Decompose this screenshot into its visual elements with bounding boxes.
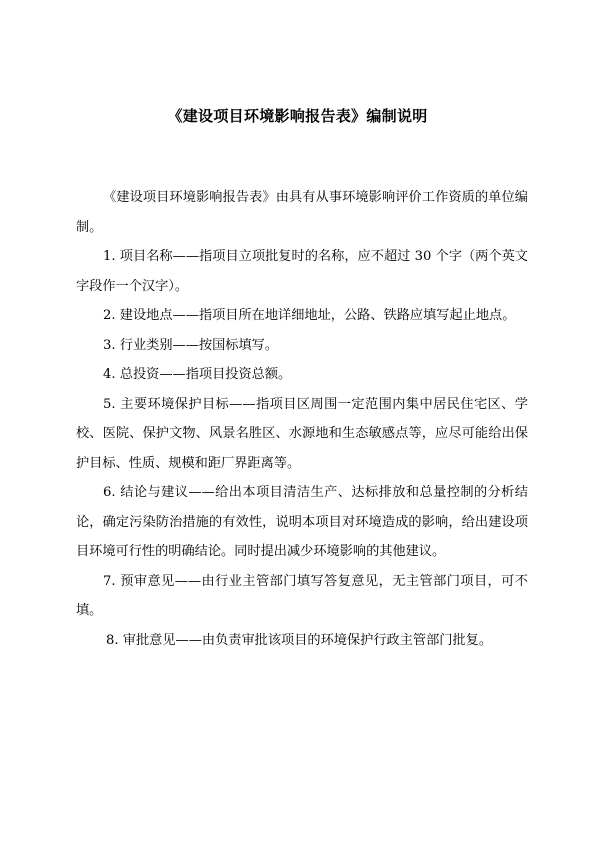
item-industry-category: 3. 行业类别——按国标填写。 bbox=[103, 337, 279, 353]
document-title: 《建设项目环境影响报告表》编制说明 bbox=[167, 107, 428, 125]
item-preliminary-review: 7. 预审意见——由行业主管部门填写答复意见，无主管部门项目，可不填。 bbox=[76, 573, 528, 618]
item-conclusion-suggestions: 6. 结论与建议——给出本项目清洁生产、达标排放和总量控制的分析结论，确定污染防治措施的有效性，说明本项目对环境造成的影响，给出建设项目环境可行性的明确结论。同时提出减少环境影响的其他建议。 bbox=[76, 485, 528, 559]
item-protection-targets: 5. 主要环境保护目标——指项目区周围一定范围内集中居民住宅区、学校、医院、保护文物、风景名胜区、水源地和生态敏感点等，应尽可能给出保护目标、性质、规模和距厂界距离等。 bbox=[76, 396, 528, 471]
item-approval-opinion: 8. 审批意见——由负责审批该项目的环境保护行政主管部门批复。 bbox=[106, 632, 493, 648]
item-project-name: 1. 项目名称——指项目立项批复时的名称，应不超过 30 个字（两个英文字段作一个汉字）。 bbox=[76, 249, 528, 294]
item-total-investment: 4. 总投资——指项目投资总额。 bbox=[103, 367, 292, 382]
document-body bbox=[76, 183, 528, 655]
item-construction-site: 2. 建设地点——指项目所在地详细地址，公路、铁路应填写起止地点。 bbox=[103, 308, 516, 323]
intro-paragraph: 《建设项目环境影响报告表》由具有从事环境影响评价工作资质的单位编制。 bbox=[76, 190, 528, 235]
